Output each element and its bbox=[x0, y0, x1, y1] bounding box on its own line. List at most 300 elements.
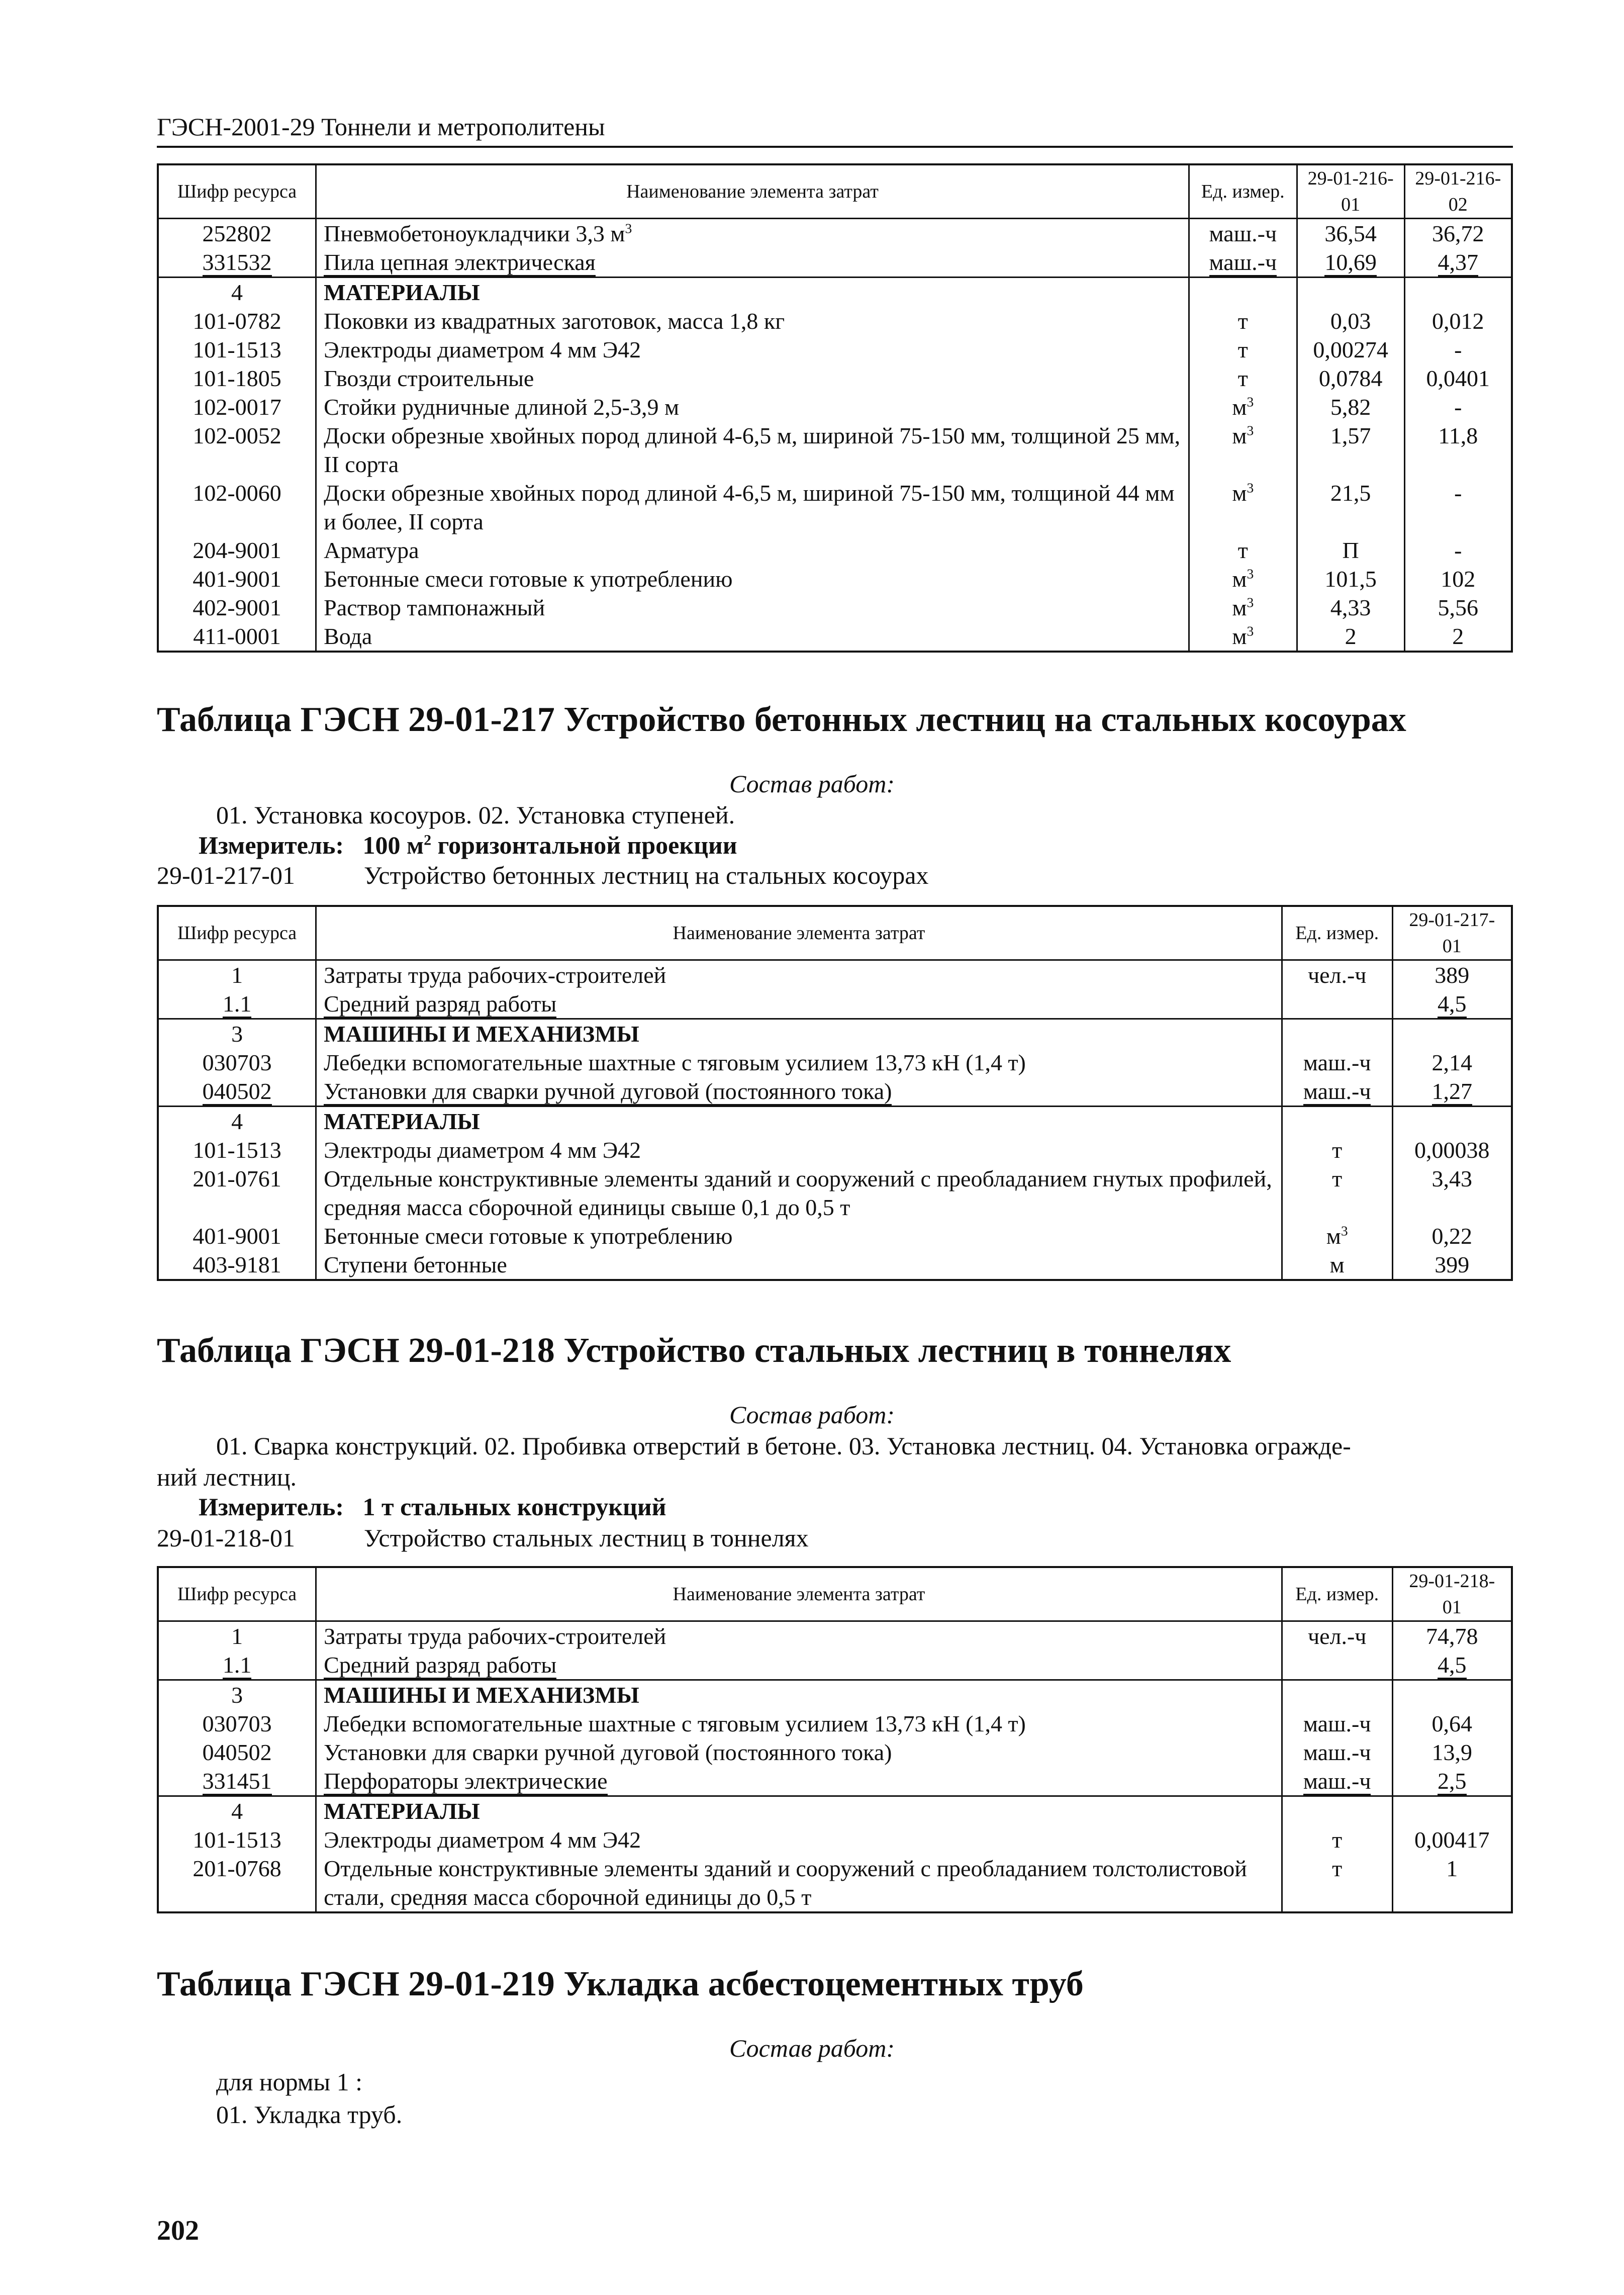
cell-unit bbox=[1189, 248, 1297, 278]
cell-code-text: 102-0052 bbox=[193, 423, 281, 448]
cell-code-text: 3 bbox=[231, 1682, 243, 1708]
cell-name-text: Перфораторы электрические bbox=[324, 1768, 607, 1795]
cell-unit-sup: 3 bbox=[1247, 422, 1254, 438]
cell-value-2-text: 0,012 bbox=[1432, 308, 1484, 334]
table-header-row bbox=[158, 164, 1512, 219]
cell-unit bbox=[1282, 1767, 1392, 1796]
cell-name-text: Гвозди строительные bbox=[324, 365, 534, 391]
cell-name bbox=[316, 421, 1189, 479]
composition-218-line-1: 01. Сварка конструкций. 02. Пробивка отверстий в бетоне. 03. Установка лестниц. 04. Установка огражде- bbox=[216, 1432, 1351, 1460]
cell-unit bbox=[1189, 307, 1297, 335]
cell-code-text: 252802 bbox=[202, 221, 272, 246]
column-header-unit: Ед. измер. bbox=[1189, 164, 1297, 219]
cell-value-1-text: 10,69 bbox=[1324, 249, 1377, 277]
cell-code bbox=[158, 1767, 316, 1796]
cell-value-1 bbox=[1392, 1680, 1512, 1710]
cell-value-1 bbox=[1392, 1650, 1512, 1680]
cell-value-2-text: - bbox=[1454, 537, 1462, 563]
table-row bbox=[158, 536, 1512, 565]
cell-name bbox=[316, 565, 1189, 593]
table-section-row bbox=[158, 1019, 1512, 1049]
cell-name-text: Средний разряд работы bbox=[324, 1652, 556, 1679]
cell-value-2 bbox=[1404, 565, 1512, 593]
cell-name-text: Поковки из квадратных заготовок, масса 1,8 кг bbox=[324, 308, 785, 334]
cell-code-text: 401-9001 bbox=[193, 566, 281, 592]
cell-value-1 bbox=[1392, 1077, 1512, 1107]
cell-code-text: 403-9181 bbox=[193, 1252, 281, 1277]
cell-value-2 bbox=[1404, 219, 1512, 248]
table-row bbox=[158, 393, 1512, 421]
cell-unit bbox=[1282, 1796, 1392, 1826]
cell-unit-sup: 3 bbox=[1247, 566, 1254, 582]
cell-code bbox=[158, 1164, 316, 1222]
cell-value-1 bbox=[1297, 248, 1404, 278]
cell-code bbox=[158, 1825, 316, 1854]
cell-unit-text: м bbox=[1232, 623, 1247, 649]
cell-name bbox=[316, 1738, 1282, 1767]
table-title-217: Таблица ГЭСН 29-01-217 Устройство бетонных лестниц на стальных косоурах bbox=[157, 700, 1406, 739]
cell-value-2 bbox=[1404, 536, 1512, 565]
norm-line-218 bbox=[157, 1523, 809, 1552]
cell-name-text: Установки для сварки ручной дуговой (постоянного тока) bbox=[324, 1739, 892, 1765]
cell-code bbox=[158, 565, 316, 593]
cell-value-1-text: 5,82 bbox=[1330, 394, 1371, 420]
cell-unit bbox=[1282, 1680, 1392, 1710]
cell-value-1 bbox=[1392, 1107, 1512, 1136]
cell-name bbox=[316, 1019, 1282, 1049]
cell-name-text: МАШИНЫ И МЕХАНИЗМЫ bbox=[324, 1021, 639, 1047]
cell-code bbox=[158, 278, 316, 307]
cell-value-1 bbox=[1392, 1767, 1512, 1796]
cell-value-2-text: 36,72 bbox=[1432, 221, 1484, 246]
cell-value-2 bbox=[1404, 248, 1512, 278]
table-row bbox=[158, 364, 1512, 393]
cell-code bbox=[158, 1136, 316, 1164]
cell-name-text: Арматура bbox=[324, 537, 419, 563]
cell-code-text: 1.1 bbox=[223, 991, 252, 1018]
cell-code bbox=[158, 1621, 316, 1651]
cell-name bbox=[316, 1136, 1282, 1164]
cell-unit bbox=[1282, 1107, 1392, 1136]
cell-value-2 bbox=[1404, 421, 1512, 479]
cell-code-text: 3 bbox=[231, 1021, 243, 1047]
table-row bbox=[158, 335, 1512, 364]
meter-218 bbox=[199, 1492, 666, 1521]
table-row bbox=[158, 593, 1512, 622]
cell-unit-text: маш.-ч bbox=[1303, 1078, 1371, 1106]
cell-value-1-text: 0,22 bbox=[1431, 1223, 1473, 1249]
cell-code bbox=[158, 960, 316, 990]
cell-name-text: Электроды диаметром 4 мм Э42 bbox=[324, 1137, 641, 1163]
composition-label-217: Состав работ: bbox=[729, 770, 895, 798]
cell-unit bbox=[1282, 1136, 1392, 1164]
cell-value-1-text: 74,78 bbox=[1426, 1623, 1478, 1649]
cell-name bbox=[316, 364, 1189, 393]
composition-label-219: Состав работ: bbox=[729, 2034, 895, 2062]
cell-unit-text: м bbox=[1329, 1252, 1345, 1277]
cell-unit-text: м bbox=[1232, 480, 1247, 506]
resource-table-218 bbox=[157, 1566, 1513, 1913]
cell-name bbox=[316, 960, 1282, 990]
cell-unit-text: т bbox=[1332, 1166, 1343, 1191]
table-section-row bbox=[158, 278, 1512, 307]
cell-value-1 bbox=[1297, 565, 1404, 593]
cell-value-2 bbox=[1404, 393, 1512, 421]
cell-value-2-text: 5,56 bbox=[1438, 595, 1479, 620]
cell-name-text: Доски обрезные хвойных пород длиной 4-6,5 м, шириной 75-150 мм, толщиной 25 мм, II сорта bbox=[324, 423, 1181, 477]
cell-value-1 bbox=[1297, 536, 1404, 565]
composition-218-line-2: ний лестниц. bbox=[157, 1463, 297, 1491]
cell-name bbox=[316, 1680, 1282, 1710]
table-section-row bbox=[158, 1680, 1512, 1710]
cell-name-text: Ступени бетонные bbox=[324, 1252, 507, 1277]
cell-value-1 bbox=[1392, 1709, 1512, 1738]
cell-value-2-text: 102 bbox=[1441, 566, 1476, 592]
cell-code bbox=[158, 1650, 316, 1680]
cell-value-2 bbox=[1404, 307, 1512, 335]
cell-value-2-text: 4,37 bbox=[1438, 249, 1479, 277]
column-header-code: Шифр ресурса bbox=[158, 1567, 316, 1621]
cell-value-1 bbox=[1392, 989, 1512, 1019]
cell-name bbox=[316, 593, 1189, 622]
norm-name: Устройство бетонных лестниц на стальных косоурах bbox=[364, 861, 929, 889]
cell-code-text: 101-1513 bbox=[193, 337, 281, 362]
cell-unit-sup: 3 bbox=[1247, 394, 1254, 410]
cell-name bbox=[316, 1796, 1282, 1826]
cell-code-text: 101-1513 bbox=[193, 1827, 281, 1853]
cell-unit bbox=[1189, 536, 1297, 565]
cell-name bbox=[316, 479, 1189, 536]
cell-name-text: Отдельные конструктивные элементы зданий и сооружений с преобладанием толстолистовой стали, средняя масса сборочной единицы до 0,5 т bbox=[324, 1856, 1247, 1910]
cell-code bbox=[158, 307, 316, 335]
cell-code-text: 1.1 bbox=[223, 1652, 252, 1679]
cell-name bbox=[316, 219, 1189, 248]
cell-name-text: Пневмобетоноукладчики 3,3 м bbox=[324, 221, 625, 246]
running-header: ГЭСН-2001-29 Тоннели и метрополитены bbox=[157, 112, 1513, 148]
cell-name bbox=[316, 248, 1189, 278]
cell-code-text: 040502 bbox=[203, 1078, 272, 1106]
cell-name-text: Стойки рудничные длиной 2,5-3,9 м bbox=[324, 394, 680, 420]
cell-code bbox=[158, 1250, 316, 1280]
cell-value-1 bbox=[1297, 421, 1404, 479]
norm-code: 29-01-218-01 bbox=[157, 1524, 295, 1552]
cell-name bbox=[316, 1222, 1282, 1250]
cell-code-text: 030703 bbox=[202, 1711, 272, 1736]
meter-sup: 2 bbox=[424, 832, 432, 849]
cell-name-text: Бетонные смеси готовые к употреблению bbox=[324, 1223, 733, 1249]
cell-unit-text: т bbox=[1332, 1137, 1343, 1163]
cell-value-1-text: 4,5 bbox=[1438, 1652, 1467, 1679]
cell-code-text: 101-0782 bbox=[193, 308, 281, 334]
cell-code-text: 102-0060 bbox=[193, 480, 281, 506]
cell-unit bbox=[1189, 364, 1297, 393]
cell-value-1 bbox=[1392, 1738, 1512, 1767]
cell-unit-text: маш.-ч bbox=[1209, 249, 1277, 277]
cell-name-text: Затраты труда рабочих-строителей bbox=[324, 1623, 666, 1649]
cell-code bbox=[158, 479, 316, 536]
cell-code-text: 201-0761 bbox=[193, 1166, 281, 1191]
cell-name-text: МАТЕРИАЛЫ bbox=[324, 1798, 480, 1824]
cell-value-1-text: 0,64 bbox=[1431, 1711, 1473, 1736]
cell-unit-text: т bbox=[1332, 1827, 1343, 1853]
cell-code-text: 411-0001 bbox=[193, 623, 281, 649]
meter-label: Измеритель: bbox=[199, 831, 344, 859]
cell-unit bbox=[1282, 1825, 1392, 1854]
cell-unit bbox=[1282, 1738, 1392, 1767]
cell-code-text: 1 bbox=[231, 1623, 243, 1649]
table-row bbox=[158, 307, 1512, 335]
cell-name-text: МАТЕРИАЛЫ bbox=[324, 1109, 480, 1134]
cell-name bbox=[316, 307, 1189, 335]
cell-code bbox=[158, 1796, 316, 1826]
table-header-row bbox=[158, 1567, 1512, 1621]
cell-code-text: 331451 bbox=[203, 1768, 272, 1795]
table-row bbox=[158, 1164, 1512, 1222]
cell-value-1 bbox=[1392, 1048, 1512, 1077]
cell-unit-text: маш.-ч bbox=[1303, 1711, 1371, 1736]
cell-unit bbox=[1282, 1854, 1392, 1912]
column-header-norm: 29-01-217-01 bbox=[1392, 906, 1512, 960]
cell-name bbox=[316, 1709, 1282, 1738]
cell-code-text: 331532 bbox=[203, 249, 272, 277]
cell-name-text: Установки для сварки ручной дуговой (постоянного тока) bbox=[324, 1078, 892, 1106]
table-row bbox=[158, 1250, 1512, 1280]
cell-code bbox=[158, 335, 316, 364]
cell-name bbox=[316, 1107, 1282, 1136]
cell-unit-text: т bbox=[1237, 537, 1248, 563]
table-row bbox=[158, 1825, 1512, 1854]
cell-unit bbox=[1282, 1077, 1392, 1107]
cell-name-text: МАТЕРИАЛЫ bbox=[324, 280, 480, 305]
table-header-row bbox=[158, 906, 1512, 960]
table-row bbox=[158, 1048, 1512, 1077]
cell-code bbox=[158, 1077, 316, 1107]
cell-code bbox=[158, 1019, 316, 1049]
column-header-name: Наименование элемента затрат bbox=[316, 164, 1189, 219]
cell-value-1-text: 1,57 bbox=[1330, 423, 1371, 448]
cell-code-text: 402-9001 bbox=[193, 595, 281, 620]
cell-value-1 bbox=[1297, 393, 1404, 421]
cell-value-1-text: 2,5 bbox=[1438, 1768, 1467, 1795]
cell-name bbox=[316, 278, 1189, 307]
table-row bbox=[158, 1709, 1512, 1738]
column-header-norm-1: 29-01-216-01 bbox=[1297, 164, 1404, 219]
cell-unit-text: маш.-ч bbox=[1303, 1768, 1371, 1795]
cell-unit-text: м bbox=[1232, 566, 1247, 592]
cell-unit-sup: 3 bbox=[1247, 594, 1254, 610]
cell-value-2 bbox=[1404, 335, 1512, 364]
column-header-code: Шифр ресурса bbox=[158, 164, 316, 219]
cell-unit bbox=[1282, 1222, 1392, 1250]
table-row bbox=[158, 1077, 1512, 1107]
column-header-norm-2: 29-01-216-02 bbox=[1404, 164, 1512, 219]
meter-label: Измеритель: bbox=[199, 1493, 344, 1521]
cell-name bbox=[316, 989, 1282, 1019]
cell-name-text: Отдельные конструктивные элементы зданий и сооружений с преобладанием гнутых профилей, средняя масса сборочной единицы свыше 0,1 до 0,5 т bbox=[324, 1166, 1272, 1220]
cell-value-1 bbox=[1392, 1164, 1512, 1222]
cell-unit bbox=[1282, 1250, 1392, 1280]
cell-value-1 bbox=[1392, 1796, 1512, 1826]
cell-code bbox=[158, 248, 316, 278]
table-row bbox=[158, 248, 1512, 278]
cell-code-text: 040502 bbox=[202, 1739, 272, 1765]
cell-unit bbox=[1189, 335, 1297, 364]
cell-name-text: Лебедки вспомогательные шахтные с тяговым усилием 13,73 кН (1,4 т) bbox=[324, 1050, 1026, 1075]
cell-value-1 bbox=[1297, 278, 1404, 307]
table-title-219: Таблица ГЭСН 29-01-219 Укладка асбестоцементных труб bbox=[157, 1965, 1084, 2003]
cell-unit bbox=[1189, 479, 1297, 536]
cell-unit-text: маш.-ч bbox=[1303, 1050, 1371, 1075]
for-norm-label: для нормы 1 : bbox=[216, 2068, 363, 2096]
column-header-unit: Ед. измер. bbox=[1282, 906, 1392, 960]
table-row bbox=[158, 1621, 1512, 1651]
column-header-code: Шифр ресурса bbox=[158, 906, 316, 960]
cell-unit bbox=[1282, 1048, 1392, 1077]
meter-rest: горизонтальной проекции bbox=[431, 831, 737, 859]
composition-219: 01. Укладка труб. bbox=[216, 2100, 403, 2129]
table-title-218: Таблица ГЭСН 29-01-218 Устройство стальных лестниц в тоннелях bbox=[157, 1331, 1231, 1370]
cell-value-1 bbox=[1297, 622, 1404, 652]
cell-unit-sup: 3 bbox=[1247, 480, 1254, 496]
cell-value-1-text: П bbox=[1342, 537, 1359, 563]
cell-value-2-text: - bbox=[1454, 394, 1462, 420]
table-row bbox=[158, 989, 1512, 1019]
cell-value-1-text: 0,0784 bbox=[1318, 365, 1383, 391]
cell-name-text: Вода bbox=[324, 623, 372, 649]
composition-label-218: Состав работ: bbox=[729, 1401, 895, 1429]
cell-value-1-text: 0,03 bbox=[1330, 308, 1371, 334]
cell-value-1 bbox=[1392, 1250, 1512, 1280]
cell-value-1-text: 4,33 bbox=[1330, 595, 1371, 620]
cell-unit bbox=[1189, 219, 1297, 248]
cell-code bbox=[158, 536, 316, 565]
meter-value: 1 т стальных конструкций bbox=[362, 1493, 666, 1521]
cell-value-1 bbox=[1297, 593, 1404, 622]
cell-name bbox=[316, 335, 1189, 364]
cell-name bbox=[316, 1767, 1282, 1796]
table-row bbox=[158, 421, 1512, 479]
cell-value-1 bbox=[1392, 1825, 1512, 1854]
cell-unit bbox=[1189, 393, 1297, 421]
cell-name bbox=[316, 622, 1189, 652]
cell-value-1-text: 0,00274 bbox=[1313, 337, 1388, 362]
table-row bbox=[158, 565, 1512, 593]
cell-unit bbox=[1189, 622, 1297, 652]
cell-code bbox=[158, 1680, 316, 1710]
cell-code-text: 101-1805 bbox=[193, 365, 281, 391]
cell-name-text: Раствор тампонажный bbox=[324, 595, 545, 620]
cell-unit bbox=[1189, 593, 1297, 622]
cell-code bbox=[158, 1854, 316, 1912]
cell-name bbox=[316, 393, 1189, 421]
cell-name bbox=[316, 536, 1189, 565]
cell-name-text: Пила цепная электрическая bbox=[324, 249, 596, 277]
norm-line-217 bbox=[157, 861, 928, 890]
norm-name: Устройство стальных лестниц в тоннелях bbox=[364, 1524, 809, 1552]
cell-name-sup: 3 bbox=[625, 220, 632, 236]
cell-value-1-text: 13,9 bbox=[1431, 1739, 1473, 1765]
cell-name-text: Доски обрезные хвойных пород длиной 4-6,5 м, шириной 75-150 мм, толщиной 44 мм и более, II сорта bbox=[324, 480, 1175, 534]
cell-value-2-text: 2 bbox=[1452, 623, 1464, 649]
cell-value-1-text: 3,43 bbox=[1431, 1166, 1473, 1191]
cell-code-text: 102-0017 bbox=[193, 394, 281, 420]
cell-name-text: Лебедки вспомогательные шахтные с тяговым усилием 13,73 кН (1,4 т) bbox=[324, 1711, 1026, 1736]
column-header-name: Наименование элемента затрат bbox=[316, 906, 1282, 960]
meter-value: 100 м bbox=[362, 831, 424, 859]
cell-value-1-text: 101,5 bbox=[1324, 566, 1377, 592]
cell-code bbox=[158, 622, 316, 652]
cell-unit bbox=[1282, 960, 1392, 990]
cell-name-text: Электроды диаметром 4 мм Э42 bbox=[324, 1827, 641, 1853]
cell-code-text: 101-1513 bbox=[193, 1137, 281, 1163]
cell-code bbox=[158, 593, 316, 622]
cell-code bbox=[158, 421, 316, 479]
cell-unit-text: м bbox=[1232, 595, 1247, 620]
cell-name-text: Средний разряд работы bbox=[324, 991, 556, 1018]
cell-unit bbox=[1189, 565, 1297, 593]
column-header-norm: 29-01-218-01 bbox=[1392, 1567, 1512, 1621]
cell-unit bbox=[1189, 278, 1297, 307]
cell-code-text: 401-9001 bbox=[193, 1223, 281, 1249]
cell-value-1-text: 0,00417 bbox=[1414, 1827, 1490, 1853]
cell-unit-text: чел.-ч bbox=[1307, 962, 1367, 988]
cell-code bbox=[158, 219, 316, 248]
cell-unit-sup: 3 bbox=[1247, 623, 1254, 639]
cell-value-1 bbox=[1392, 1222, 1512, 1250]
cell-value-1-text: 36,54 bbox=[1324, 221, 1377, 246]
table-row bbox=[158, 1650, 1512, 1680]
cell-value-1-text: 389 bbox=[1435, 962, 1470, 988]
cell-value-1 bbox=[1392, 1854, 1512, 1912]
cell-code-text: 4 bbox=[231, 1109, 243, 1134]
cell-name bbox=[316, 1164, 1282, 1222]
cell-unit-text: т bbox=[1237, 308, 1248, 334]
cell-unit bbox=[1282, 1650, 1392, 1680]
cell-value-1 bbox=[1392, 1019, 1512, 1049]
table-row bbox=[158, 1854, 1512, 1912]
cell-value-1 bbox=[1392, 960, 1512, 990]
page-number: 202 bbox=[157, 2215, 199, 2246]
resource-table-217 bbox=[157, 905, 1513, 1281]
cell-unit bbox=[1282, 989, 1392, 1019]
cell-name bbox=[316, 1048, 1282, 1077]
cell-unit-text: т bbox=[1237, 337, 1248, 362]
cell-value-1 bbox=[1297, 307, 1404, 335]
table-row bbox=[158, 1136, 1512, 1164]
cell-value-2 bbox=[1404, 278, 1512, 307]
cell-name bbox=[316, 1077, 1282, 1107]
cell-unit-text: т bbox=[1332, 1856, 1343, 1881]
cell-value-1-text: 1 bbox=[1446, 1856, 1458, 1881]
cell-value-2-text: 0,0401 bbox=[1426, 365, 1490, 391]
cell-code bbox=[158, 989, 316, 1019]
cell-code bbox=[158, 1107, 316, 1136]
cell-value-1-text: 2 bbox=[1345, 623, 1357, 649]
cell-code bbox=[158, 1222, 316, 1250]
cell-code-text: 1 bbox=[231, 962, 243, 988]
cell-unit bbox=[1282, 1621, 1392, 1651]
table-section-row bbox=[158, 1107, 1512, 1136]
cell-code bbox=[158, 364, 316, 393]
cell-value-2-text: - bbox=[1454, 337, 1462, 362]
cell-code bbox=[158, 1048, 316, 1077]
cell-name bbox=[316, 1621, 1282, 1651]
cell-value-1-text: 4,5 bbox=[1438, 991, 1467, 1018]
column-header-unit: Ед. измер. bbox=[1282, 1567, 1392, 1621]
cell-name bbox=[316, 1650, 1282, 1680]
cell-name-text: Электроды диаметром 4 мм Э42 bbox=[324, 337, 641, 362]
cell-code-text: 4 bbox=[231, 1798, 243, 1824]
